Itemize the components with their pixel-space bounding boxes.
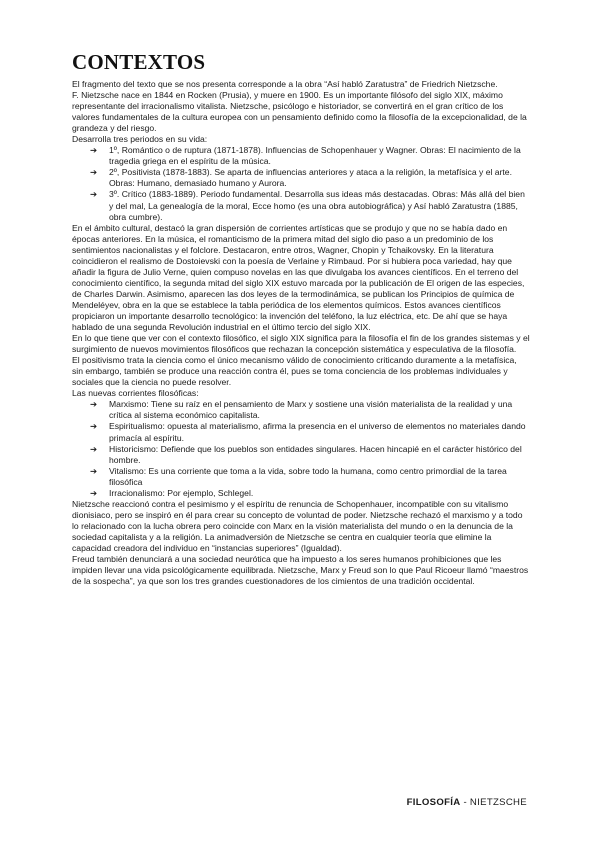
body-paragraph: Nietzsche reaccionó contra el pesimismo y el espíritu de renuncia de Schopenhauer, incompatible con su vitalismo dionisiaco, pero se inspiró en él para crear su concepto de voluntad de poder. Nietzsche rechazó el marxismo y a todo lo relacionado con la lucha obrera pero coincide con Marx en la visión materialista del mundo o en la denuncia de la sociedad capitalista y a la religión. La animadversión de Nietzsche se centra en cualquier teoría que elimine la capacidad creadora del individuo en “instancias superiores” (Igualdad). <box>72 498 523 553</box>
intro-paragraph: Desarrolla tres periodos en su vida: <box>72 134 208 145</box>
currents-list <box>72 399 530 498</box>
list-item: ➔ Historicismo: Defiende que los pueblos son entidades singulares. Hacen hincapié en el carácter histórico del hombre. <box>90 443 522 465</box>
body-paragraph: Freud también denunciará a una sociedad neurótica que ha impuesto a los seres humanos prohibiciones que les impiden llevar una vida psicológicamente equilibrada. Nietzsche, Marx y Freud son lo que Paul Ricoeur llamó “maestros de la sospecha”, ya que son los tres grandes cuestionadores de los cimientos de una tradición occidental. <box>72 554 529 587</box>
arrow-bullet-icon: ➔ <box>90 421 98 432</box>
arrow-bullet-icon: ➔ <box>90 399 98 410</box>
list-item: ➔ Marxismo: Tiene su raíz en el pensamiento de Marx y sostiene una visión materialista de la realidad y una crítica al sistema económico capitalista. <box>90 399 513 421</box>
page-title: CONTEXTOS <box>72 50 206 74</box>
intro-paragraph: F. Nietzsche nace en 1844 en Rocken (Prusia), y muere en 1900. Es un importante filósofo del siglo XIX, máximo representante del irracionalismo vitalista. Nietzsche, psicólogo e historiador, se convertirá en el gran crítico de los valores fundamentales de la cultura europea con un pensamiento definido como la filosofía de la excepcionalidad, de la grandeza y del riesgo. <box>72 90 527 134</box>
body-paragraph: En el ámbito cultural, destacó la gran dispersión de corrientes artísticas que se produjo y que no se había dado en épocas anteriores. En la música, el romanticismo de la primera mitad del siglo dio paso a un predominio de los sentimientos nacionalistas y el folclore. Destacaron, entre otros, Wagner, Chopin y Tchaikovsky. En la literatura coincidieron el realismo de Dostoievski con la poesía de Verlaine y Rimbaud. Por si hubiera poca variedad, hay que añadir la figura de Julio Verne, quien compuso novelas en las que divulgaba los avances científicos. En el terreno del conocimiento científico, la segunda mitad del siglo XIX estuvo marcada por la publicación de El origen de las especies, de Charles Darwin. Asimismo, aparecen las dos leyes de la termodinámica, se publican los Principios de química de Mendeléyev, obra en la que se establece la tabla periódica de los elementos químicos. Estos avances científicos propiciaron un importante desarrollo tecnológico: la invención del teléfono, la luz eléctrica, etc. De ahí que se haya hablado de una segunda Revolución industrial en el último tercio del siglo XIX. <box>72 222 525 333</box>
list-item: ➔ Espiritualismo: opuesta al materialismo, afirma la presencia en el universo de elementos no materiales dando primacía al espíritu. <box>90 421 526 443</box>
list-item: ➔ Vitalismo: Es una corriente que toma a la vida, sobre todo la humana, como centro primordial de la tarea filosófica <box>90 465 507 487</box>
arrow-bullet-icon: ➔ <box>90 487 98 498</box>
list-item: ➔ 3º. Crítico (1883-1889). Periodo fundamental. Desarrolla sus ideas más destacadas. Obras: Más allá del bien y del mal, La genealogía de la moral, Ecce homo (es una obra autobiográfica) y Así habló Zaratustra (1885, obra cumbre). <box>90 189 525 222</box>
list-item: ➔ 1º, Romántico o de ruptura (1871-1878). Influencias de Schopenhauer y Wagner. Obras: El nacimiento de la tragedia griega en el espíritu de la música. <box>90 145 521 167</box>
footer-subject: FILOSOFÍA <box>406 797 461 808</box>
list-item: ➔ Irracionalismo: Por ejemplo, Schlegel. <box>90 487 254 498</box>
body-paragraph: El positivismo trata la ciencia como el único mecanismo válido de conocimiento criticando duramente a la metafísica, sin embargo, también se produce una reacción contra él, pues se toma conciencia de los problemas individuales y sociales que la ciencia no puede resolver. <box>72 355 517 388</box>
arrow-bullet-icon: ➔ <box>90 443 98 454</box>
body-paragraph: Las nuevas corrientes filosóficas: <box>72 388 199 399</box>
page-footer <box>407 797 527 808</box>
body-paragraph: En lo que tiene que ver con el contexto filosófico, el siglo XIX significa para la filosofía el fin de los grandes sistemas y el surgimiento de nuevos movimientos filosóficos que rechazan la concepción sistemática y especulativa de la filosofía. <box>72 333 530 355</box>
periods-list <box>72 145 530 222</box>
footer-topic: NIETZSCHE <box>469 797 527 808</box>
footer-separator: - <box>460 797 470 808</box>
arrow-bullet-icon: ➔ <box>90 189 98 200</box>
arrow-bullet-icon: ➔ <box>90 145 98 156</box>
list-item: ➔ 2º, Positivista (1878-1883). Se aparta de influencias anteriores y ataca a la religión, la metafísica y el arte. Obras: Humano, demasiado humano y Aurora. <box>90 167 512 189</box>
arrow-bullet-icon: ➔ <box>90 167 98 178</box>
arrow-bullet-icon: ➔ <box>90 465 98 476</box>
intro-paragraph: El fragmento del texto que se nos presenta corresponde a la obra “Así habló Zaratustra” de Friedrich Nietzsche. <box>72 79 498 89</box>
document-body <box>72 50 530 587</box>
